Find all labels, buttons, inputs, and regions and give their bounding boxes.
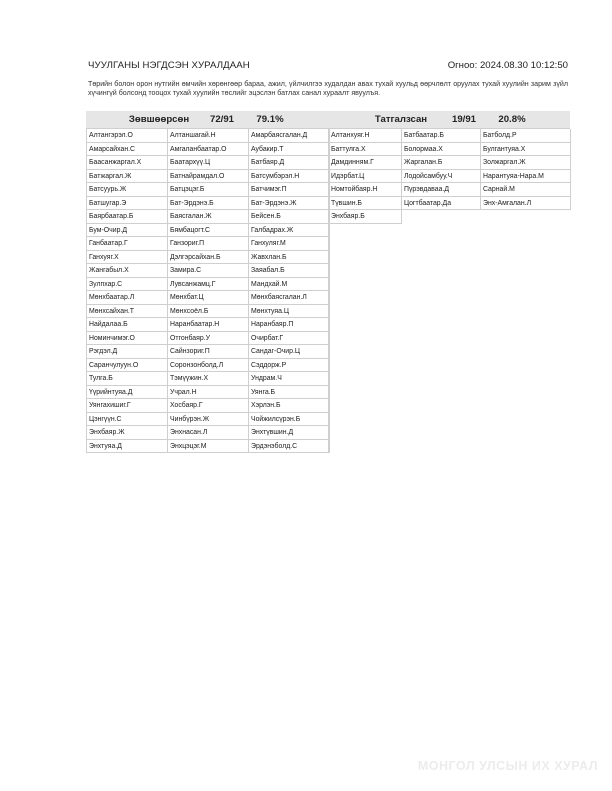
voter-name: Хэрлэн.Б xyxy=(249,399,330,413)
voter-name: Ганхуяг.Х xyxy=(87,251,168,265)
voter-name: Сандаг-Очир.Ц xyxy=(249,345,330,359)
yes-votes-block xyxy=(86,111,329,453)
yes-names-grid xyxy=(86,128,328,453)
voter-name: Амгаланбаатар.О xyxy=(168,143,249,157)
voter-name: Хосбаяр.Г xyxy=(168,399,249,413)
voter-name: Мөнхбат.Ц xyxy=(168,291,249,305)
voter-name: Батболд.Р xyxy=(481,129,571,143)
voter-name: Энхнасан.Л xyxy=(168,426,249,440)
voter-name: Ганбаатар.Г xyxy=(87,237,168,251)
voter-name: Баясгалан.Ж xyxy=(168,210,249,224)
voter-name: Баярбаатар.Б xyxy=(87,210,168,224)
voter-name: Түвшин.Б xyxy=(329,197,402,211)
voter-name: Мөнхсайхан.Т xyxy=(87,305,168,319)
voter-name: Энхтуяа.Д xyxy=(87,440,168,454)
voter-name: Наранбаяр.П xyxy=(249,318,330,332)
no-label: Татгалзсан xyxy=(374,114,428,125)
voter-name: Зулпхар.С xyxy=(87,278,168,292)
voter-name: Цэнгүүн.С xyxy=(87,413,168,427)
voter-name: Жаргалан.Б xyxy=(402,156,481,170)
voter-name: Энхтүвшин.Д xyxy=(249,426,330,440)
voter-name: Мөнхсоёл.Б xyxy=(168,305,249,319)
voter-name: Сэддорж.Р xyxy=(249,359,330,373)
vote-description: Төрийн болон орон нутгийн өмчийн хөрөнгөөр бараа, ажил, үйлчилгээ худалдан авах тухай хуульд өөрчлөлт оруулах тухай хуулийн зарим зүйл хүчингүй болсонд тооцох тухай хуулийн төслийг эцэслэн батлах санал хураалт явуулъя. xyxy=(88,80,568,98)
voter-name: Үүрийнтуяа.Д xyxy=(87,386,168,400)
voter-name: Энх-Амгалан.Л xyxy=(481,197,571,211)
voter-name: Энхбаяр.Ж xyxy=(87,426,168,440)
voter-name: Замира.С xyxy=(168,264,249,278)
voter-name: Нарантуяа-Нара.М xyxy=(481,170,571,184)
watermark: МОНГОЛ УЛСЫН ИХ ХУРАЛ xyxy=(417,759,598,773)
yes-label: Зөвшөөрсөн xyxy=(128,114,190,125)
no-votes-block xyxy=(328,111,570,224)
voter-name: Бум-Очир.Д xyxy=(87,224,168,238)
no-names-grid xyxy=(328,128,570,224)
voter-name: Отгонбаяр.У xyxy=(168,332,249,346)
voter-name: Наранбаатар.Н xyxy=(168,318,249,332)
voter-name: Заяабал.Б xyxy=(249,264,330,278)
voter-name: Алтанхуяг.Н xyxy=(329,129,402,143)
voter-name: Амарсайхан.С xyxy=(87,143,168,157)
voter-name: Мөнхбаясгалан.Л xyxy=(249,291,330,305)
voter-name: Дэлгэрсайхан.Б xyxy=(168,251,249,265)
voter-name: Мөнхбаатар.Л xyxy=(87,291,168,305)
voter-name: Жангабыл.Х xyxy=(87,264,168,278)
voter-name: Тулга.Б xyxy=(87,372,168,386)
voter-name: Баатархүү.Ц xyxy=(168,156,249,170)
voter-name: Аубакир.Т xyxy=(249,143,330,157)
voter-name: Тэмүүжин.Х xyxy=(168,372,249,386)
voter-name: Уянга.Б xyxy=(249,386,330,400)
voter-name: Алтаншагай.Н xyxy=(168,129,249,143)
voter-name: Найдалаа.Б xyxy=(87,318,168,332)
voter-name: Батсумбэрэл.Н xyxy=(249,170,330,184)
voter-name: Булгантуяа.Х xyxy=(481,143,571,157)
voter-name: Саранчулуун.О xyxy=(87,359,168,373)
voter-name: Очирбат.Г xyxy=(249,332,330,346)
voter-name: Дамдинням.Г xyxy=(329,156,402,170)
voter-name: Номинчимэг.О xyxy=(87,332,168,346)
yes-votes-header xyxy=(86,111,328,128)
voter-name: Уянгахишиг.Г xyxy=(87,399,168,413)
voter-name: Ганхуляг.М xyxy=(249,237,330,251)
voter-name: Батбаяр.Д xyxy=(249,156,330,170)
voter-name: Золжаргал.Ж xyxy=(481,156,571,170)
voter-name: Пүрэвдаваа.Д xyxy=(402,183,481,197)
document-header xyxy=(88,60,568,74)
voter-name: Эрдэнэболд.С xyxy=(249,440,330,454)
voter-name: Жавхлан.Б xyxy=(249,251,330,265)
voter-name: Батшугар.Э xyxy=(87,197,168,211)
voter-name: Бат-Эрдэнэ.Б xyxy=(168,197,249,211)
voter-name: Батцэцэг.Б xyxy=(168,183,249,197)
voter-name: Бат-Эрдэнэ.Ж xyxy=(249,197,330,211)
voter-name: Галбадрах.Ж xyxy=(249,224,330,238)
voter-name: Ундрам.Ч xyxy=(249,372,330,386)
voter-name: Соронзонболд.Л xyxy=(168,359,249,373)
voter-name: Батжаргал.Ж xyxy=(87,170,168,184)
voter-name: Энхбаяр.Б xyxy=(329,210,402,224)
voter-name: Баттулга.Х xyxy=(329,143,402,157)
no-count: 19/91 xyxy=(451,114,476,125)
voter-name: Лувсанжамц.Г xyxy=(168,278,249,292)
voter-name: Бейсен.Б xyxy=(249,210,330,224)
voter-name: Мөнхтуяа.Ц xyxy=(249,305,330,319)
voter-name: Батчимэг.П xyxy=(249,183,330,197)
no-percent: 20.8% xyxy=(498,114,526,125)
voter-name: Учрал.Н xyxy=(168,386,249,400)
yes-percent: 79.1% xyxy=(256,114,284,125)
vote-datetime: Огноо: 2024.08.30 10:12:50 xyxy=(447,60,568,71)
voter-name: Рэгдэл.Д xyxy=(87,345,168,359)
voter-name: Болормаа.Х xyxy=(402,143,481,157)
voter-name: Ганзориг.П xyxy=(168,237,249,251)
voter-name: Амарбаясгалан.Д xyxy=(249,129,330,143)
voter-name: Батсуурь.Ж xyxy=(87,183,168,197)
voter-name: Алтангэрэл.О xyxy=(87,129,168,143)
voter-name: Цогтбаатар.Да xyxy=(402,197,481,211)
voter-name: Батбаатар.Б xyxy=(402,129,481,143)
voter-name: Сайнзориг.П xyxy=(168,345,249,359)
voter-name: Бямбацогт.С xyxy=(168,224,249,238)
voter-name: Чинбүрэн.Ж xyxy=(168,413,249,427)
voter-name: Идэрбат.Ц xyxy=(329,170,402,184)
voter-name: Баасанжаргал.Х xyxy=(87,156,168,170)
voter-name: Мандхай.М xyxy=(249,278,330,292)
voter-name: Номтойбаяр.Н xyxy=(329,183,402,197)
yes-count: 72/91 xyxy=(209,114,234,125)
session-title: ЧУУЛГАНЫ НЭГДСЭН ХУРАЛДААН xyxy=(88,60,250,71)
voter-name: Энхцэцэг.М xyxy=(168,440,249,454)
no-votes-header xyxy=(328,111,570,128)
voter-name: Чойжилсүрэн.Б xyxy=(249,413,330,427)
voter-name: Батнайрамдал.О xyxy=(168,170,249,184)
vote-results xyxy=(86,111,570,467)
voter-name: Лодойсамбуу.Ч xyxy=(402,170,481,184)
voter-name: Сарнай.М xyxy=(481,183,571,197)
